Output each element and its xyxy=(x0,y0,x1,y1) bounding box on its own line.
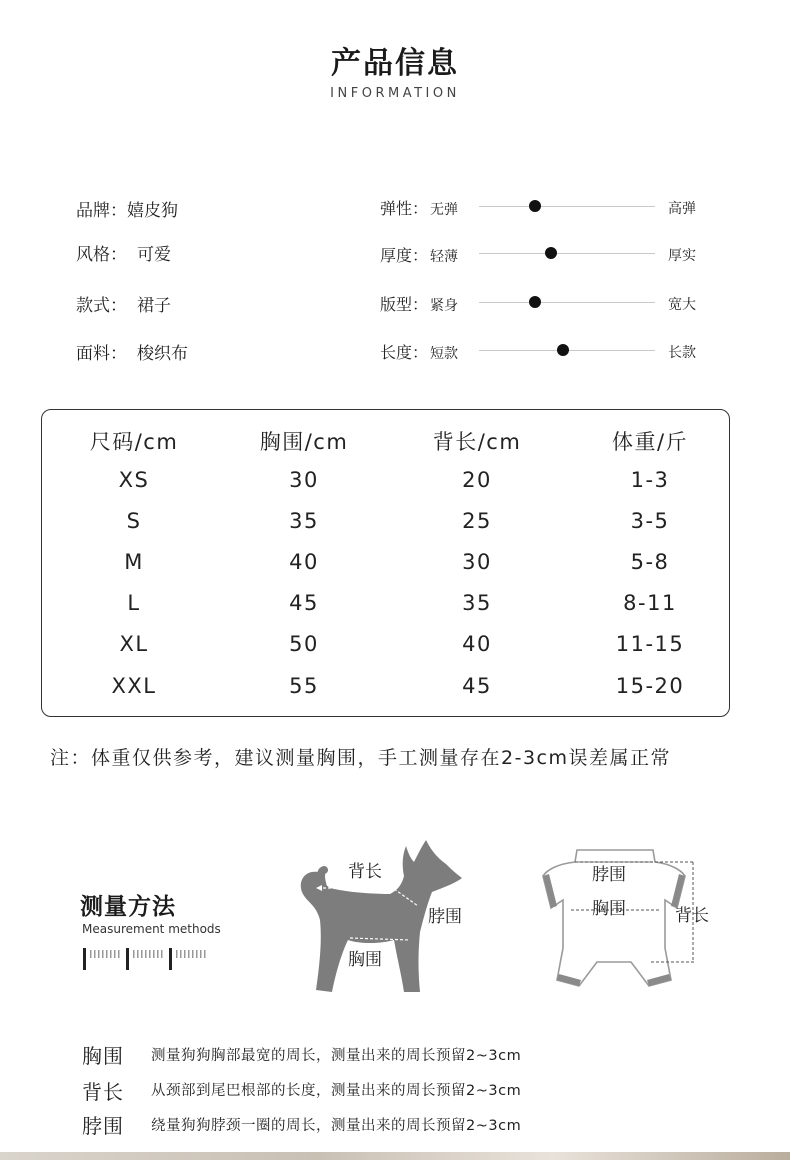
size-table-cell: M xyxy=(124,550,144,574)
dog-label-chest: 胸围 xyxy=(348,950,382,970)
method-subtitle: Measurement methods xyxy=(82,922,221,936)
dog-label-neck: 脖围 xyxy=(428,907,462,927)
scale-length-label xyxy=(380,340,458,363)
attr-value: 可爱 xyxy=(137,245,171,265)
size-table-cell: 15-20 xyxy=(615,674,685,698)
ruler-icon xyxy=(83,944,213,972)
attr-value: 嬉皮狗 xyxy=(127,201,178,221)
scale-elasticity-dot xyxy=(529,200,541,212)
attr-value: 裙子 xyxy=(137,296,171,316)
scale-name: 弹性： xyxy=(380,199,429,218)
attr-key: 品牌： xyxy=(76,201,127,221)
scale-elasticity-track xyxy=(479,206,655,207)
attr-brand xyxy=(76,196,178,221)
size-table-cell: 30 xyxy=(289,468,319,492)
scale-elasticity-label xyxy=(380,196,458,219)
size-table-cell: 20 xyxy=(462,468,492,492)
scale-low: 短款 xyxy=(430,346,459,362)
attr-key: 风格： xyxy=(76,245,127,265)
size-table-cell: 5-8 xyxy=(630,550,670,574)
scale-low: 无弹 xyxy=(430,202,459,218)
size-table-cell: S xyxy=(126,509,142,533)
size-table-header: 体重/斤 xyxy=(611,430,689,454)
scale-fit-track xyxy=(479,302,655,303)
scale-high: 高弹 xyxy=(668,201,696,217)
attr-fabric xyxy=(76,339,188,364)
def-text-chest: 测量狗狗胸部最宽的周长，测量出来的周长预留2~3cm xyxy=(151,1048,522,1064)
scale-name: 长度： xyxy=(380,343,429,362)
attr-style xyxy=(76,240,171,265)
scale-thickness-track xyxy=(479,253,655,254)
scale-fit-label xyxy=(380,292,458,315)
scale-low: 轻薄 xyxy=(430,249,459,265)
size-table-cell: XL xyxy=(119,632,149,656)
def-text-back: 从颈部到尾巴根部的长度，测量出来的周长预留2~3cm xyxy=(151,1083,522,1099)
scale-thickness-dot xyxy=(545,247,557,259)
size-table-cell: XS xyxy=(118,468,150,492)
scale-length-dot xyxy=(557,344,569,356)
garment-label-chest: 胸围 xyxy=(592,899,626,919)
attr-type xyxy=(76,291,171,316)
attr-key: 面料： xyxy=(76,344,127,364)
size-table-cell: 35 xyxy=(462,591,492,615)
scale-high: 长款 xyxy=(668,345,696,361)
attr-value: 梭织布 xyxy=(137,344,188,364)
def-term-neck: 脖围 xyxy=(82,1114,124,1138)
garment-label-back: 背长 xyxy=(675,906,709,926)
dog-label-back: 背长 xyxy=(348,862,382,882)
size-table-cell: 1-3 xyxy=(630,468,670,492)
scale-name: 版型： xyxy=(380,295,429,314)
method-title: 测量方法 xyxy=(80,894,176,920)
size-table-cell: L xyxy=(127,591,141,615)
def-text-neck: 绕量狗狗脖颈一圈的周长，测量出来的周长预留2~3cm xyxy=(151,1118,522,1134)
size-table-cell: 11-15 xyxy=(615,632,685,656)
size-note: 注：体重仅供参考，建议测量胸围，手工测量存在2-3cm误差属正常 xyxy=(50,747,671,769)
size-table-header: 背长/cm xyxy=(432,430,522,454)
size-table-cell: 30 xyxy=(462,550,492,574)
scale-thickness-label xyxy=(380,243,458,266)
scale-fit-dot xyxy=(529,296,541,308)
size-table-cell: 25 xyxy=(462,509,492,533)
scale-high: 宽大 xyxy=(668,297,696,313)
size-table xyxy=(41,409,730,717)
attr-key: 款式： xyxy=(76,296,127,316)
page-title: 产品信息 xyxy=(331,46,459,81)
size-table-cell: 40 xyxy=(289,550,319,574)
size-table-cell: 40 xyxy=(462,632,492,656)
def-term-chest: 胸围 xyxy=(82,1044,124,1068)
size-table-cell: 8-11 xyxy=(623,591,677,615)
size-table-cell: XXL xyxy=(111,674,157,698)
page-subtitle: INFORMATION xyxy=(330,86,460,101)
size-table-cell: 3-5 xyxy=(630,509,670,533)
size-table-cell: 50 xyxy=(289,632,319,656)
scale-name: 厚度： xyxy=(380,246,429,265)
size-table-header: 胸围/cm xyxy=(259,430,349,454)
scale-high: 厚实 xyxy=(668,248,696,264)
bottom-photo-edge xyxy=(0,1152,790,1160)
garment-measure-illustration xyxy=(535,840,730,1000)
size-table-cell: 45 xyxy=(462,674,492,698)
size-table-cell: 35 xyxy=(289,509,319,533)
garment-label-neck: 脖围 xyxy=(592,865,626,885)
size-table-cell: 55 xyxy=(289,674,319,698)
size-table-header: 尺码/cm xyxy=(89,430,179,454)
size-table-cell: 45 xyxy=(289,591,319,615)
def-term-back: 背长 xyxy=(82,1080,124,1104)
scale-low: 紧身 xyxy=(430,298,459,314)
dog-measure-illustration xyxy=(290,832,480,1000)
